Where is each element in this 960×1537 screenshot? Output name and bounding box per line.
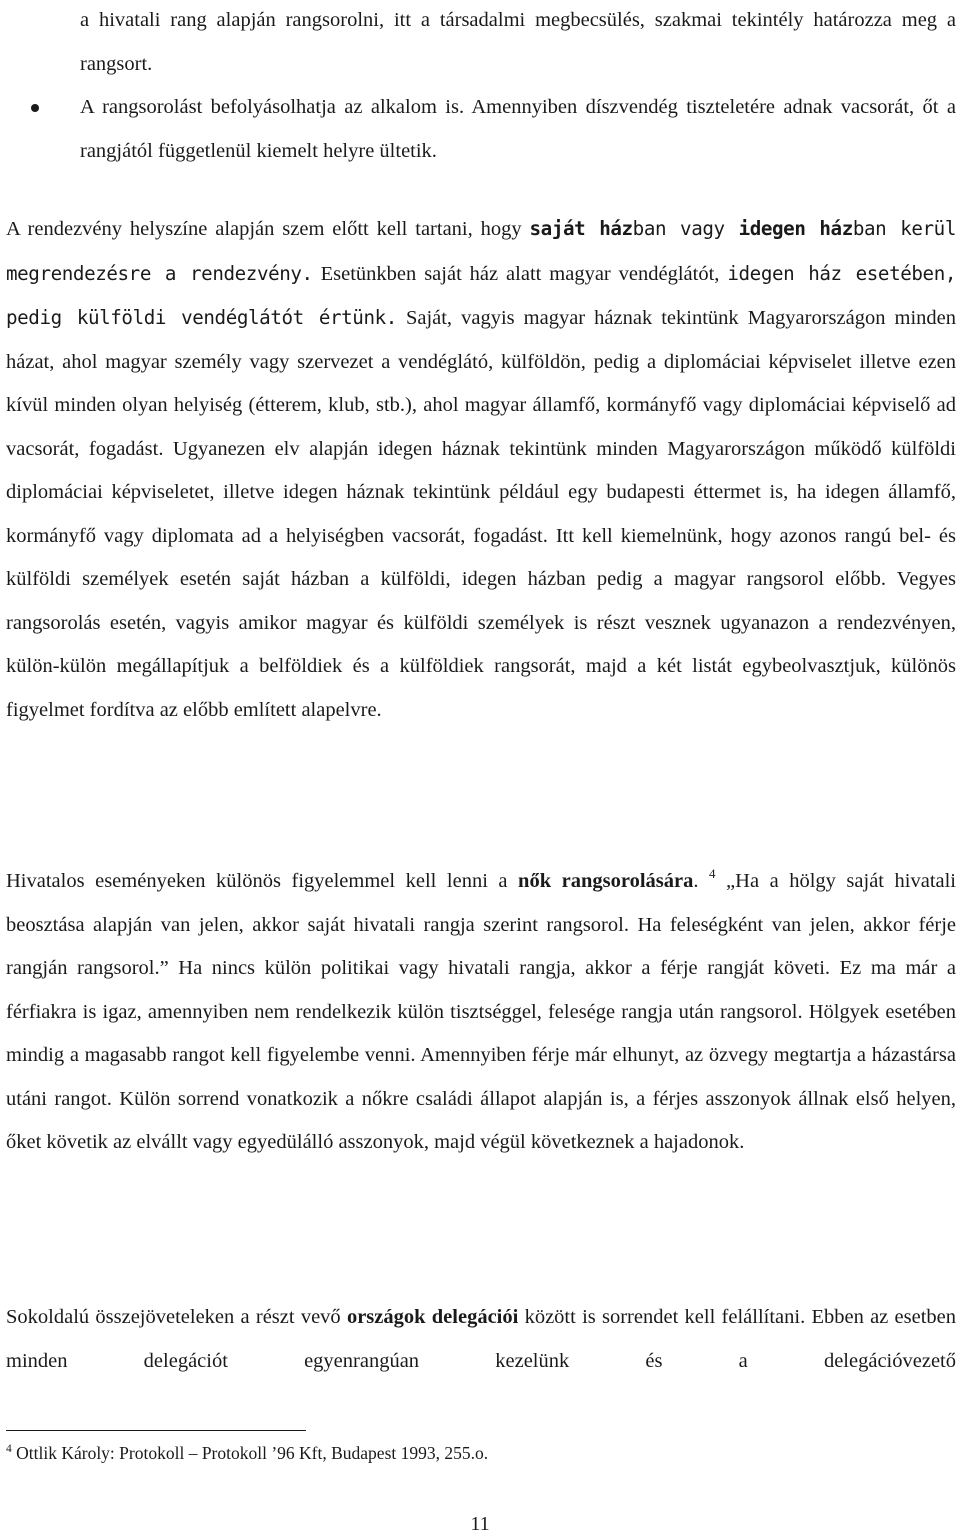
paragraph-text: . [693, 870, 710, 892]
bold-term-womens-ranking: nők rangsorolására [518, 870, 694, 892]
page-number: 11 [470, 1513, 490, 1535]
bullet-item-continuation [80, 0, 956, 86]
paragraph-text: ban vagy [632, 217, 739, 240]
bullet-item-2-text: A rangsorolást befolyásolhatja az alkalom is. Amennyiben díszvendég tiszteletére adnak vacsorát, őt a rangjától függetlenül kiemelt helyre ültetik. [80, 96, 956, 162]
footnote-separator [6, 1430, 306, 1431]
footnote-number: 4 [6, 1443, 12, 1455]
footnote [6, 1440, 906, 1466]
bullet-item-2 [80, 86, 956, 173]
paragraph-text: ban kerül megrendezésre a rendezvény. [6, 217, 956, 285]
bold-term-foreign-house: idegen ház [738, 217, 853, 240]
footnote-text: Ottlik Károly: Protokoll – Protokoll ’96 Kft, Budapest 1993, 255.o. [11, 1443, 489, 1463]
paragraph-text: Esetünkben saját ház alatt magyar vendéglátót, [312, 262, 728, 285]
bold-term-own-house: saját ház [529, 217, 633, 240]
paragraph-hosting-venue [6, 207, 956, 732]
paragraph-text: „Ha a hölgy saját hivatali beosztása alapján van jelen, akkor saját hivatali rangja szerint rangsorol. Ha feleségként van jelen, akkor férje rangján rangsorol.” Ha nincs külön politikai vagy hivatali rangja, akkor a férje rangját követi. Ez ma már a férfiakra is igaz, amennyiben nem rendelkezik külön tisztséggel, felesége rangja után rangsorol. Hölgyek esetében mindig a magasabb rangot kell figyelembe venni. Amennyiben férje már elhunyt, az özvegy megtartja a házastársa utáni rangot. Külön sorrend vonatkozik a nőkre családi állapot alapján is, a férjes asszonyok állnak első helyen, őket követik az elvállt vagy egyedülálló asszonyok, majd végül következnek a hajadonok. [6, 870, 957, 1153]
paragraph-text: Sokoldalú összejöveteleken a részt vevő [6, 1306, 347, 1328]
bold-term-delegations: országok delegációi [346, 1306, 519, 1328]
paragraph-text: A rendezvény helyszíne alapján szem előtt kell tartani, hogy [6, 218, 530, 240]
paragraph-women-ranking [6, 860, 956, 1165]
footnote-reference[interactable]: 4 [709, 866, 716, 881]
bullet-list [80, 0, 956, 173]
paragraph-delegations [6, 1296, 956, 1383]
paragraph-text: között is sorrendet kell felállítani. Ebben az esetben minden delegációt egyenrangúan kezelünk és a delegációvezető [6, 1306, 956, 1372]
paragraph-text: Saját, vagyis magyar háznak tekintünk Magyarországon minden házat, ahol magyar személy vagy szervezet a vendéglátó, külföldön, pedig a diplomáciai képviselet illetve ezen kívül minden olyan helyiség (étterem, klub, stb.), ahol magyar államfő, kormányfő vagy diplomáciai képviselő ad vacsorát, fogadást. Ugyanezen elv alapján idegen háznak tekintünk minden Magyarországon működő külföldi diplomáciai képviseletet, illetve idegen háznak tekintünk például egy budapesti éttermet is, ha idegen államfő, kormányfő vagy diplomata ad a helyiségben vacsorát, fogadást. Itt kell kiemelnünk, hogy azonos rangú bel- és külföldi személyek esetén saját házban a külföldi, idegen házban pedig a magyar rangsorol előbb. Vegyes rangsorolás esetén, vagyis amikor magyar és külföldi személyek is részt vesznek ugyanazon a rendezvényen, külön-külön megállapítjuk a belföldiek és a külföldiek rangsorát, majd a két listát egybeolvasztjuk, különös figyelmet fordítva az előbb említett alapelvre. [6, 307, 956, 721]
paragraph-text: Hivatalos eseményeken különös figyelemmel kell lenni a [6, 870, 519, 892]
bullet-item-1-text: a hivatali rang alapján rangsorolni, itt a társadalmi megbecsülés, szakmai tekintély határozza meg a rangsort. [80, 9, 956, 75]
bullet-dot-icon [31, 104, 39, 112]
paragraph-text: idegen ház esetében, pedig külföldi vendéglátót értünk. [6, 261, 956, 329]
